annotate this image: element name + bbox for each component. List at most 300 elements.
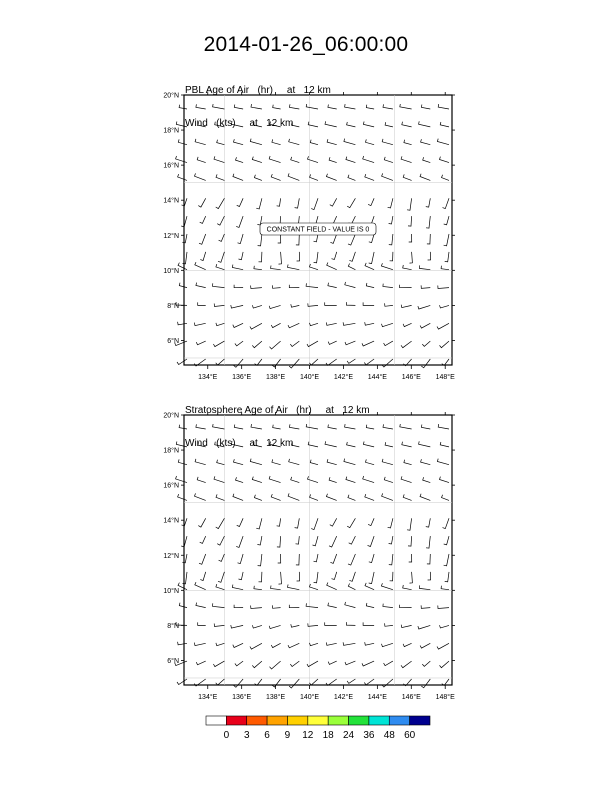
wind-barb (408, 216, 412, 226)
wind-barb (363, 622, 374, 625)
lon-tick-label: 138°E (266, 694, 286, 701)
wind-barb (289, 459, 300, 465)
wind-barb (272, 285, 280, 288)
wind-barb (289, 679, 299, 688)
wind-barb (251, 286, 262, 289)
lon-tick-label: 148°E (435, 694, 455, 701)
wind-barb (251, 606, 262, 609)
wind-barb (238, 554, 244, 564)
wind-barb (309, 679, 318, 685)
wind-barb (314, 252, 318, 263)
wind-barb (295, 198, 300, 208)
wind-barb (401, 476, 412, 482)
wind-barb (438, 606, 449, 609)
wind-barb (196, 104, 206, 109)
wind-barb (269, 476, 280, 483)
wind-barb (437, 459, 449, 465)
wind-barb (236, 216, 243, 227)
wind-barb (232, 265, 243, 270)
wind-barb (219, 234, 225, 241)
wind-barb (272, 139, 281, 144)
wind-barb (348, 234, 355, 245)
wind-barb (272, 459, 281, 464)
wind-barb (236, 536, 243, 547)
wind-barb (403, 265, 412, 270)
wind-barb (251, 424, 262, 429)
wind-barb (385, 303, 393, 306)
colorbar-label: 0 (223, 730, 230, 741)
wind-barb (179, 603, 187, 608)
lon-tick-label: 140°E (299, 374, 320, 381)
wind-barb (368, 518, 374, 525)
wind-barb (197, 477, 206, 483)
wind-barb (332, 252, 337, 260)
wind-barb (213, 283, 225, 287)
wind-barb (381, 263, 393, 270)
wind-barb (410, 572, 413, 583)
wind-barb (310, 460, 318, 465)
colorbar-swatch (389, 716, 409, 725)
wind-barb (330, 554, 336, 563)
wind-barb (347, 359, 355, 363)
wind-barb (384, 157, 393, 163)
wind-barb (252, 305, 262, 308)
wind-barb (390, 572, 393, 581)
wind-barb (401, 661, 412, 668)
wind-barb (306, 283, 318, 287)
wind-barb (195, 582, 206, 590)
wind-barb (327, 139, 337, 145)
wind-barb (409, 234, 412, 242)
wind-barb (365, 642, 374, 645)
wind-barb (297, 572, 300, 581)
wind-barb (259, 572, 262, 582)
wind-barb (178, 494, 187, 500)
wind-barb (199, 234, 206, 244)
wind-barb (237, 198, 243, 206)
wind-barb (250, 643, 262, 649)
wind-barb (363, 302, 374, 305)
lat-tick-label: 20°N (163, 92, 179, 100)
colorbar-swatch (267, 716, 287, 725)
wind-barb (390, 252, 393, 261)
wind-barb (348, 264, 355, 270)
wind-barb (234, 285, 243, 288)
wind-barb (288, 173, 299, 180)
panel-1-wind-label: Wind (kts) at 12 km (185, 118, 294, 129)
lat-tick-label: 14°N (163, 197, 179, 205)
wind-barb (388, 198, 393, 208)
wind-barb (215, 122, 225, 127)
wind-barb (291, 624, 300, 627)
wind-barb (239, 572, 244, 580)
wind-barb (194, 323, 205, 326)
wind-barb (273, 425, 281, 429)
wind-barb (195, 262, 206, 270)
wind-barb (297, 252, 300, 261)
wind-barb (252, 157, 262, 163)
wind-barb (296, 536, 300, 544)
lon-tick-label: 136°E (232, 374, 252, 381)
wind-barb (198, 518, 205, 527)
wind-barb (269, 156, 280, 163)
wind-barb (345, 661, 355, 665)
lon-tick-label: 144°E (367, 374, 387, 381)
wind-barb (330, 198, 337, 206)
wind-barb (179, 425, 187, 429)
wind-barb (347, 442, 356, 447)
wind-barb (216, 679, 225, 685)
wind-barb (292, 122, 300, 127)
wind-barb (233, 323, 243, 327)
wind-barb (418, 625, 430, 629)
wind-barb (270, 122, 281, 127)
wind-barb (177, 359, 187, 365)
wind-barb (328, 603, 337, 608)
wind-barbs (175, 104, 449, 368)
wind-barb (326, 494, 336, 501)
wind-barb (420, 174, 430, 181)
wind-barb (345, 602, 356, 608)
wind-barb (347, 198, 355, 207)
wind-barb (259, 252, 262, 262)
wind-barb (329, 157, 337, 162)
wind-barb (289, 285, 299, 288)
lat-tick-label: 16°N (163, 162, 179, 170)
colorbar-label: 18 (322, 730, 334, 741)
wind-barb (408, 536, 412, 546)
wind-barb (288, 584, 300, 589)
wind-barb (200, 252, 205, 261)
wind-barb (306, 424, 318, 429)
wind-barb (197, 157, 206, 163)
wind-barb (195, 139, 206, 145)
wind-barb (363, 476, 374, 483)
wind-barb (271, 494, 280, 500)
wind-barb (237, 518, 243, 526)
wind-barb (382, 493, 393, 500)
wind-barb (347, 122, 356, 127)
lon-tick-label: 148°E (435, 374, 455, 381)
wind-barb (289, 359, 299, 368)
wind-barb (381, 583, 393, 590)
wind-barb (440, 341, 450, 348)
wind-barb (214, 304, 224, 307)
wind-barb (442, 175, 450, 181)
wind-barb (368, 536, 375, 546)
wind-barb (279, 572, 282, 584)
wind-barb (366, 139, 375, 144)
wind-barb (231, 121, 243, 127)
wind-barb (419, 265, 430, 269)
lat-tick-label: 6°N (167, 337, 179, 345)
wind-barb (383, 604, 393, 608)
wind-barb (179, 105, 187, 109)
lat-tick-label: 8°N (167, 622, 179, 630)
wind-barb (382, 359, 393, 367)
wind-barb (369, 252, 374, 264)
wind-barb (179, 283, 187, 288)
wind-barb (277, 518, 281, 526)
wind-barb (426, 518, 431, 527)
wind-barb (214, 624, 224, 627)
wind-barb (329, 477, 337, 482)
wind-barb (277, 198, 281, 206)
wind-barb (216, 584, 225, 590)
wind-barb (176, 476, 187, 483)
wind-barb (216, 494, 224, 500)
wind-barb (213, 424, 225, 429)
wind-barbs (175, 424, 449, 688)
wind-barb (383, 424, 393, 429)
wind-barb (365, 322, 374, 325)
wind-barb (363, 156, 374, 163)
wind-barb (438, 104, 449, 109)
wind-barb (325, 622, 337, 625)
wind-barb (349, 536, 356, 544)
wind-barb (272, 605, 280, 608)
wind-barb (270, 442, 281, 447)
wind-barb (327, 263, 337, 270)
wind-barb (427, 554, 430, 564)
wind-barb (363, 122, 374, 127)
wind-barb (271, 174, 280, 180)
wind-barb (314, 572, 318, 583)
wind-barb (196, 424, 206, 429)
wind-barb (196, 283, 206, 288)
wind-barb (200, 572, 205, 581)
wind-barb (177, 679, 187, 685)
wind-barb (196, 603, 206, 608)
wind-barb (421, 359, 430, 368)
wind-barb (252, 477, 262, 483)
wind-barb (347, 679, 355, 683)
wind-barb (310, 174, 318, 180)
wind-barb (198, 442, 206, 447)
wind-barb (235, 661, 243, 666)
wind-barb (409, 554, 412, 562)
wind-barb (343, 642, 355, 645)
wind-barb (313, 536, 319, 546)
wind-barb (419, 121, 431, 127)
wind-barb (176, 156, 187, 163)
lat-tick-label: 18°N (163, 447, 179, 455)
wind-barb (216, 264, 225, 270)
wind-barb (213, 603, 225, 607)
panel-2-map (163, 412, 455, 702)
wind-barb (403, 643, 412, 646)
wind-barb (426, 216, 430, 228)
wind-barb (385, 442, 393, 447)
wind-barb (250, 323, 262, 329)
wind-barb (368, 198, 374, 205)
wind-barb (404, 140, 412, 145)
wind-barb (402, 122, 412, 127)
wind-barb (178, 322, 187, 325)
wind-barb (362, 661, 374, 666)
wind-barb (426, 198, 431, 207)
wind-barb (256, 518, 262, 529)
wind-barb (200, 536, 206, 543)
wind-barb (389, 216, 393, 224)
wind-barb (364, 359, 374, 365)
wind-barb (178, 139, 187, 144)
wind-barb (362, 341, 374, 346)
wind-barb (254, 175, 262, 181)
wind-barb (441, 586, 449, 590)
wind-barb (235, 341, 243, 346)
wind-barb (421, 459, 431, 465)
wind-barb (343, 322, 355, 325)
wind-barb (278, 234, 281, 243)
wind-barb (420, 323, 430, 328)
wind-barb (366, 105, 374, 109)
wind-barb (183, 572, 188, 584)
wind-barb (363, 442, 374, 447)
wind-barb (279, 252, 282, 264)
wind-barb (383, 284, 393, 288)
wind-barb (213, 104, 225, 109)
wind-barb (328, 105, 337, 110)
wind-barb (289, 605, 299, 608)
wind-barb (421, 679, 430, 688)
wind-barb (437, 323, 449, 329)
wind-barb (326, 174, 336, 181)
wind-barb (269, 625, 280, 628)
wind-barb (238, 234, 244, 244)
wind-barb (216, 174, 224, 180)
wind-barb (441, 266, 449, 270)
lat-tick-label: 10°N (163, 587, 179, 595)
wind-barb (236, 477, 244, 482)
wind-barb (345, 424, 356, 429)
wind-barb (277, 536, 281, 547)
wind-barb (382, 139, 393, 145)
wind-barb (256, 198, 262, 209)
wind-barb (400, 605, 412, 608)
wind-barb (214, 156, 224, 162)
wind-barb (271, 643, 280, 647)
wind-barb (344, 139, 356, 145)
wind-barb (198, 122, 206, 127)
wind-barb (254, 586, 262, 590)
wind-barb (428, 572, 431, 580)
wind-barb (422, 341, 430, 346)
wind-barb (365, 263, 374, 270)
lon-tick-label: 138°E (266, 374, 286, 381)
wind-barb (252, 341, 262, 348)
wind-barb (231, 625, 243, 628)
wind-barb (307, 661, 318, 667)
wind-barb (253, 122, 262, 127)
wind-barb (308, 476, 319, 482)
wind-barb (345, 282, 356, 288)
colorbar-label: 24 (342, 730, 355, 741)
wind-barb (327, 583, 337, 590)
wind-barb (234, 459, 244, 465)
wind-barb (306, 104, 318, 109)
wind-barb (348, 495, 356, 501)
wind-barb (389, 536, 393, 544)
wind-barb (388, 518, 393, 528)
wind-barb (422, 661, 430, 666)
wind-barb (366, 459, 375, 464)
page-title: 2014-01-26_06:00:00 (203, 33, 409, 56)
wind-barb (325, 121, 337, 127)
wind-barb (382, 459, 393, 465)
lat-tick-label: 20°N (163, 412, 179, 420)
wind-barb (400, 104, 412, 109)
colorbar-label: 3 (243, 730, 250, 741)
wind-barb (290, 661, 299, 666)
wind-barb (420, 643, 430, 648)
wind-barb (178, 642, 187, 645)
wind-barb (401, 305, 411, 308)
wind-barb (389, 554, 393, 565)
wind-barb (328, 283, 337, 288)
wind-barb (233, 174, 243, 181)
colorbar-swatch (349, 716, 369, 725)
wind-barb (382, 643, 393, 646)
wind-barb (257, 536, 262, 545)
wind-barb (239, 252, 244, 260)
colorbar-swatch (328, 716, 348, 725)
wind-barb (401, 156, 412, 162)
wind-barb (194, 643, 205, 646)
wind-barb (445, 572, 449, 582)
wind-barb (198, 302, 206, 305)
wind-barb (366, 283, 374, 288)
wind-barb (328, 341, 337, 344)
wind-barb (195, 493, 206, 500)
wind-barb (440, 661, 450, 668)
panel-2-field-label: Stratosphere Age of Air (hr) at 12 km (185, 405, 370, 416)
wind-barb (440, 625, 450, 628)
wind-barb (296, 554, 299, 565)
wind-barb (384, 661, 393, 666)
wind-barb (219, 554, 225, 561)
wind-barb (195, 459, 206, 465)
wind-barb (178, 459, 187, 464)
wind-barb (310, 323, 319, 326)
colorbar-swatch (247, 716, 267, 725)
wind-barb (366, 425, 374, 429)
wind-barb (314, 554, 319, 562)
map-frame (184, 415, 452, 685)
wind-barb (419, 585, 430, 589)
wind-barb (195, 173, 206, 180)
wind-barb (234, 425, 243, 430)
wind-barb (440, 305, 450, 308)
wind-barb (438, 424, 449, 429)
wind-barb (250, 459, 262, 465)
wind-barb (444, 216, 449, 225)
wind-barb (296, 234, 299, 245)
wind-barb (443, 198, 450, 208)
wind-barb (419, 441, 431, 447)
wind-barb (295, 518, 300, 528)
wind-barb (384, 477, 393, 483)
wind-barb (403, 494, 411, 500)
wind-barb (307, 341, 318, 347)
wind-barb (310, 584, 319, 590)
lat-tick-label: 16°N (163, 482, 179, 490)
wind-barb (198, 198, 205, 207)
wind-barb (288, 493, 299, 500)
wind-barb (329, 536, 337, 547)
wind-barb (216, 323, 225, 326)
lon-tick-label: 142°E (333, 374, 354, 381)
